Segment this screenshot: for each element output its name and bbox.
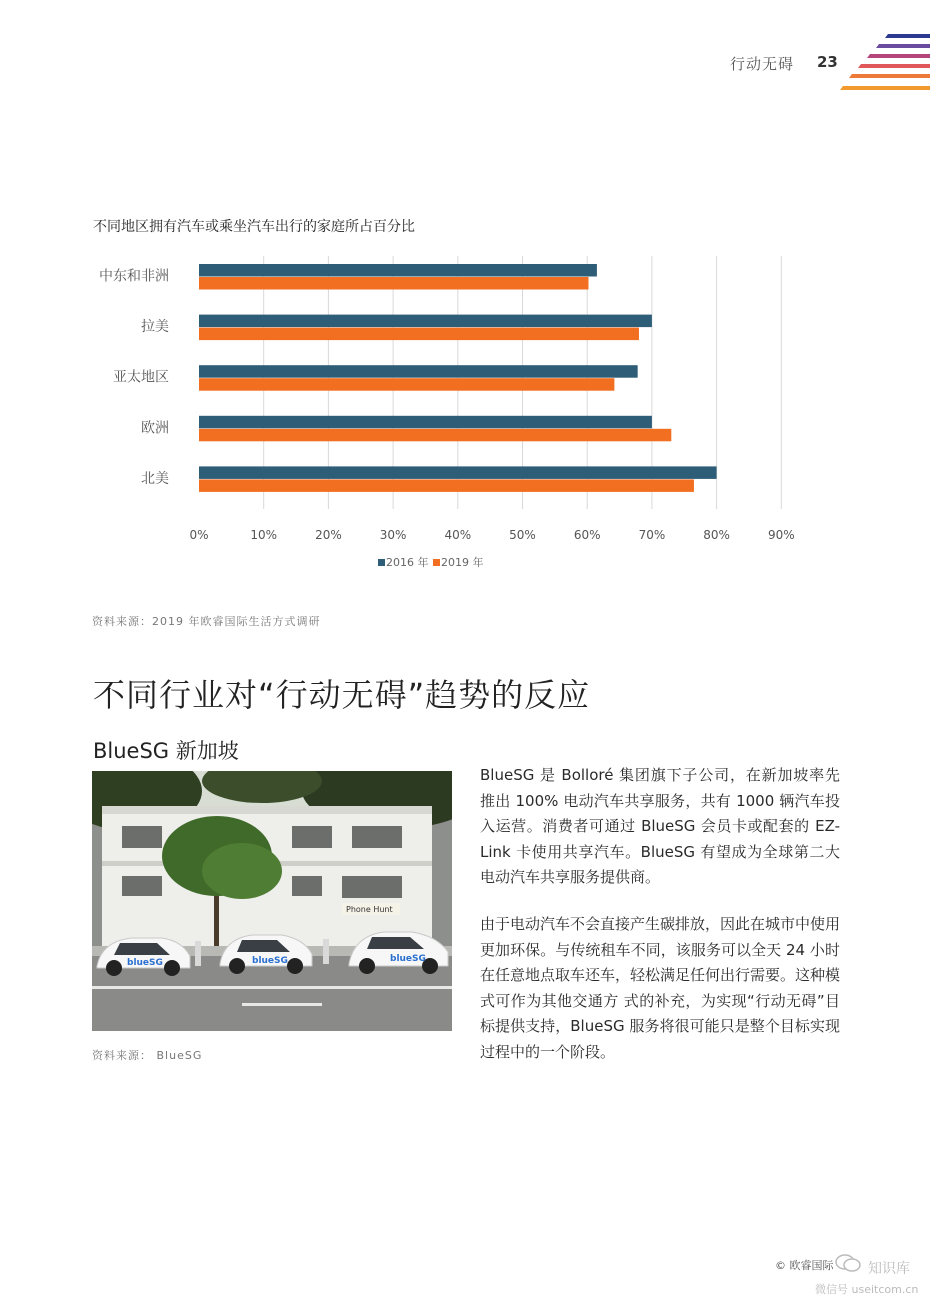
bar-1-0 — [199, 277, 588, 290]
category-label: 亚太地区 — [113, 369, 169, 386]
legend-label: 2016 年 — [386, 556, 429, 569]
x-tick-label: 40% — [444, 528, 472, 542]
legend-swatch — [433, 559, 440, 566]
paragraph-1: BlueSG 是 Bolloré 集团旗下子公司，在新加坡率先推出 100% 电动汽车共享服务，共有 1000 辆汽车投入运营。消费者可通过 BlueSG 会员卡或配套的 EZ-Link 卡使用共享汽车。BlueSG 有望成为全球第二大电动汽车共享服务提供商。 — [480, 766, 840, 886]
x-tick-label: 20% — [315, 528, 342, 542]
wechat-icon — [834, 1253, 862, 1273]
photo-source-note: 资料来源： BlueSG — [92, 1049, 203, 1062]
page-number: 23 — [817, 53, 838, 71]
bar-1-1 — [199, 328, 639, 341]
legend-label: 2019 年 — [441, 556, 484, 569]
svg-text:blueSG: blueSG — [252, 956, 288, 966]
category-label: 北美 — [141, 470, 169, 487]
shop-sign-text: Phone Hunt — [346, 905, 393, 914]
decorative-stripes — [836, 34, 930, 96]
watermark-account: 微信号 useitcom.cn — [815, 1283, 919, 1296]
x-tick-label: 70% — [638, 528, 666, 542]
bar-1-4 — [199, 479, 694, 492]
category-label: 拉美 — [141, 319, 169, 336]
x-tick-label: 90% — [767, 528, 795, 542]
bar-1-3 — [199, 429, 671, 442]
bluesg-photo — [92, 771, 452, 1031]
legend-swatch — [378, 559, 385, 566]
bar-0-3 — [199, 416, 652, 429]
bar-0-4 — [199, 466, 717, 479]
bar-0-0 — [199, 264, 597, 277]
bar-chart — [80, 248, 820, 578]
category-label: 中东和非洲 — [99, 268, 169, 285]
bar-0-1 — [199, 315, 652, 328]
x-tick-label: 0% — [189, 528, 209, 542]
bar-0-2 — [199, 365, 638, 378]
x-tick-label: 30% — [379, 528, 407, 542]
paragraph-2: 由于电动汽车不会直接产生碳排放，因此在城市中使用更加环保。与传统租车不同，该服务可以全天 24 小时在任意地点取车还车，轻松满足任何出行需要。这种模式可作为其他交通方 式的补充，为实现“行动无碍”目标提供支持，BlueSG 服务将很可能只是整个目标实现过程中的一个阶段。 — [480, 915, 841, 1061]
bar-1-2 — [199, 378, 614, 391]
case-study-heading: BlueSG 新加坡 — [93, 739, 239, 763]
chart-title: 不同地区拥有汽车或乘坐汽车出行的家庭所占百分比 — [93, 219, 415, 235]
x-tick-label: 50% — [509, 528, 536, 542]
footer-copyright: © 欧睿国际 — [775, 1259, 834, 1272]
category-label: 欧洲 — [141, 420, 169, 437]
running-header-title: 行动无碍 — [730, 55, 795, 73]
svg-text:blueSG: blueSG — [127, 958, 163, 968]
section-heading: 不同行业对“行动无碍”趋势的反应 — [93, 676, 591, 714]
x-tick-label: 60% — [573, 528, 601, 542]
watermark-title: 知识库 — [868, 1261, 910, 1277]
x-tick-label: 10% — [250, 528, 278, 542]
x-tick-label: 80% — [703, 528, 730, 542]
svg-text:blueSG: blueSG — [390, 954, 426, 964]
chart-source-note: 资料来源：2019 年欧睿国际生活方式调研 — [92, 615, 321, 628]
